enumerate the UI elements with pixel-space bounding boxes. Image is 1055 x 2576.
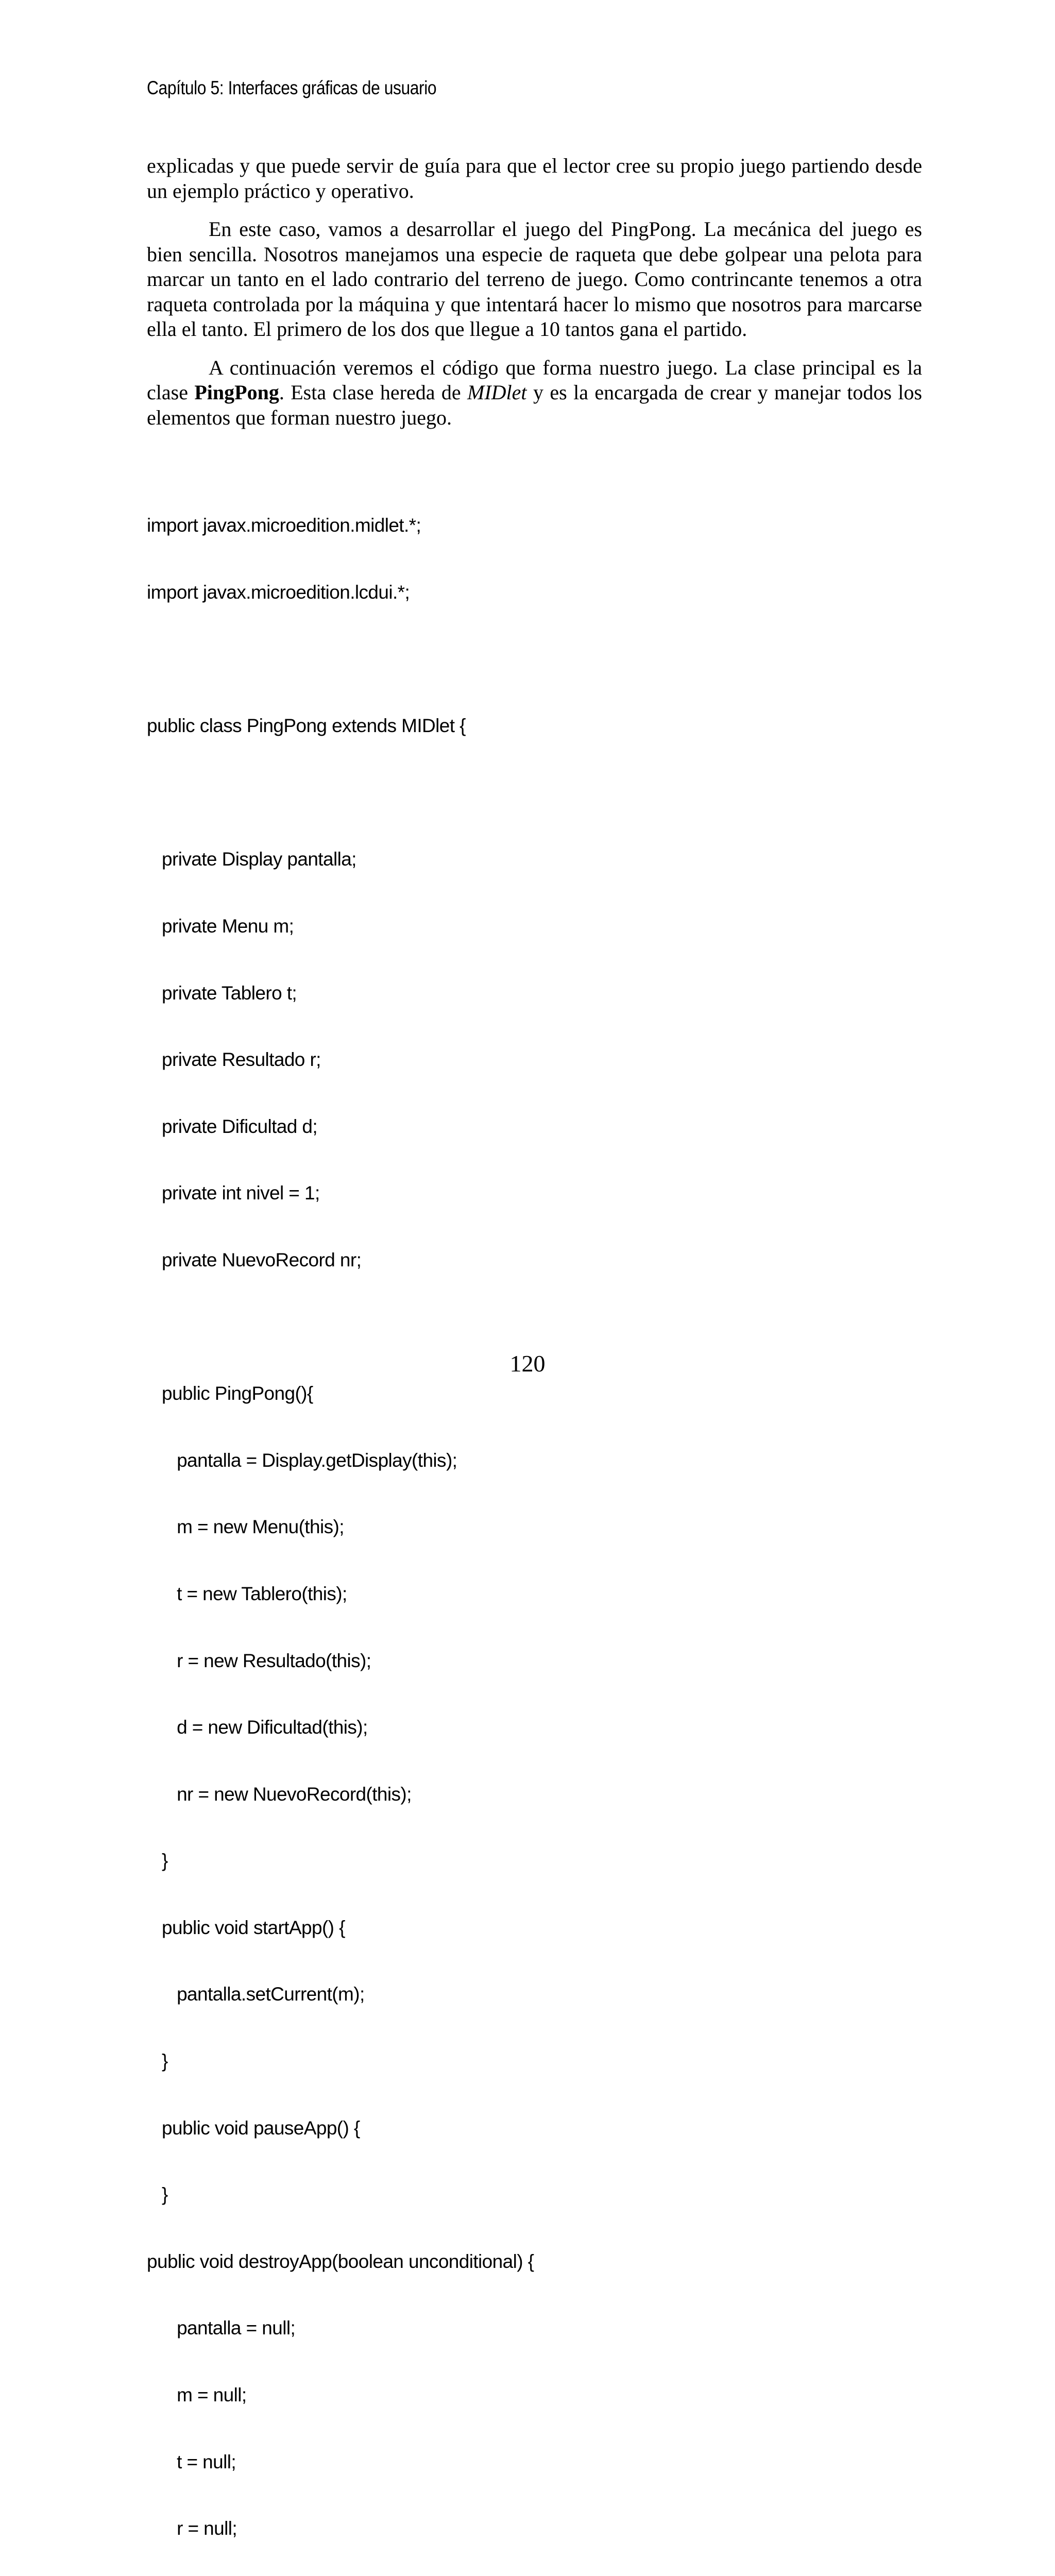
code-line: nr = new NuevoRecord(this); — [147, 1783, 412, 1805]
code-line: } — [147, 1850, 168, 1872]
code-line — [147, 1316, 534, 1338]
running-header: Capítulo 5: Interfaces gráficas de usuario — [147, 77, 437, 98]
code-line: public class PingPong extends MIDlet { — [147, 715, 466, 737]
code-line: import javax.microedition.lcdui.*; — [147, 582, 410, 603]
class-name-italic: MIDlet — [467, 381, 527, 404]
code-line: private int nivel = 1; — [147, 1182, 320, 1204]
code-line: public void pauseApp() { — [147, 2117, 360, 2139]
code-line: r = new Resultado(this); — [147, 1650, 371, 1671]
code-line: d = new Dificultad(this); — [147, 1717, 368, 1738]
code-line: private Tablero t; — [147, 982, 297, 1004]
code-line: m = null; — [147, 2384, 247, 2406]
class-name-bold: PingPong — [194, 381, 279, 404]
code-line: } — [147, 2184, 168, 2206]
code-line: m = new Menu(this); — [147, 1516, 344, 1538]
body-text — [147, 154, 922, 444]
code-line: private NuevoRecord nr; — [147, 1249, 362, 1270]
code-line: pantalla = Display.getDisplay(this); — [147, 1449, 457, 1471]
code-line — [147, 782, 534, 804]
paragraph-code-intro-part3: y es la encargada de crear y manejar todos los elementos que forman nuestro juego. — [147, 381, 922, 429]
paragraph-continuation: explicadas y que puede servir de guía para que el lector cree su propio juego partiendo desde un ejemplo práctico y operativo. — [147, 154, 922, 202]
code-line: } — [147, 2050, 168, 2072]
code-line: pantalla.setCurrent(m); — [147, 1984, 365, 2005]
code-line: public PingPong(){ — [147, 1383, 313, 1404]
paragraph-code-intro — [147, 355, 922, 431]
code-line: t = new Tablero(this); — [147, 1583, 347, 1604]
code-listing — [147, 470, 534, 2576]
code-line: private Display pantalla; — [147, 849, 356, 870]
paragraph-code-intro-part1: A continuación veremos el código que forma nuestro juego. La clase principal es la clase — [147, 355, 922, 404]
code-line: private Menu m; — [147, 915, 294, 937]
code-line: r = null; — [147, 2518, 237, 2539]
code-line: import javax.microedition.midlet.*; — [147, 515, 421, 536]
code-line: private Resultado r; — [147, 1049, 321, 1071]
page-number: 120 — [509, 1350, 546, 1377]
code-line — [147, 648, 534, 670]
code-line: private Dificultad d; — [147, 1115, 318, 1137]
code-line: pantalla = null; — [147, 2317, 296, 2339]
code-line: t = null; — [147, 2451, 236, 2472]
code-line: public void startApp() { — [147, 1917, 345, 1938]
code-line: public void destroyApp(boolean unconditional) { — [147, 2250, 534, 2272]
paragraph-code-intro-part2: . Esta clase hereda de — [279, 381, 468, 404]
paragraph-pingpong-intro: En este caso, vamos a desarrollar el juego del PingPong. La mecánica del juego es bien sencilla. Nosotros manejamos una especie de raqueta que debe golpear una pelota para marcar un tanto en el lado contrario del terreno de juego. Como contrincante tenemos a otra raqueta controlada por la máquina y que intentará hacer lo mismo que nosotros para marcarse ella el tanto. El primero de los dos que llegue a 10 tantos gana el partido. — [147, 217, 922, 341]
